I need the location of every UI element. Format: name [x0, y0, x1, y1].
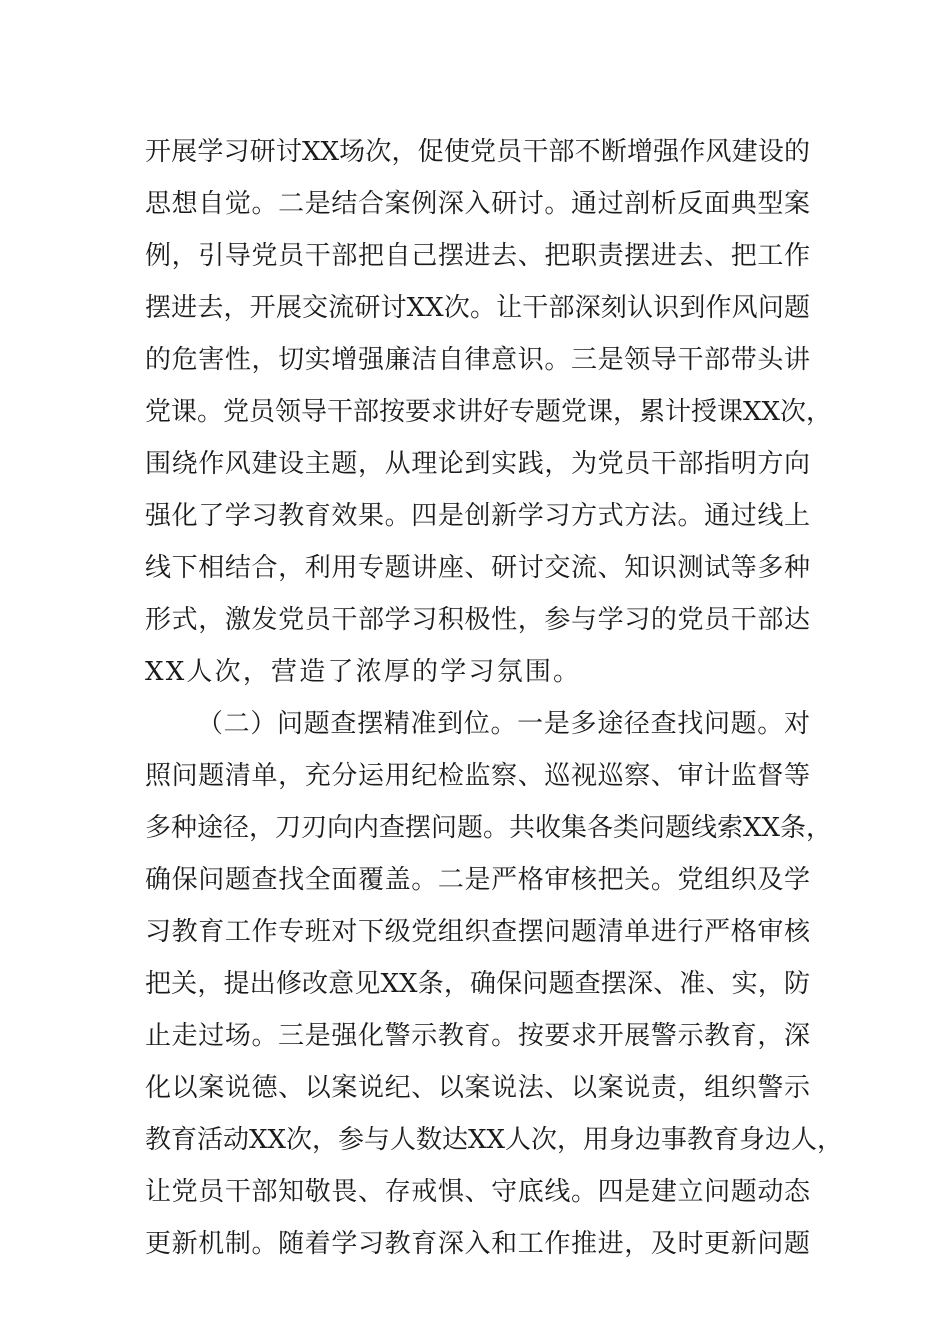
text-line: 让党员干部知敬畏、存戒惧、守底线。四是建立问题动态 — [145, 1177, 810, 1207]
text-line: 围绕作风建设主题，从理论到实践，为党员干部指明方向 — [145, 449, 810, 479]
text-line: 开展学习研讨XX场次，促使党员干部不断增强作风建设的 — [145, 137, 810, 167]
text-line: 习教育工作专班对下级党组织查摆问题清单进行严格审核 — [145, 917, 810, 947]
text-line: 摆进去，开展交流研讨XX次。让干部深刻认识到作风问题 — [145, 293, 810, 323]
section-heading-line: （二）问题查摆精准到位。一是多途径查找问题。对 — [197, 709, 810, 739]
text-line: 教育活动XX次，参与人数达XX人次，用身边事教育身边人， — [145, 1125, 844, 1155]
text-line: 止走过场。三是强化警示教育。按要求开展警示教育，深 — [145, 1021, 810, 1051]
text-line: XX人次，营造了浓厚的学习氛围。 — [145, 657, 582, 687]
text-line: 线下相结合，利用专题讲座、研讨交流、知识测试等多种 — [145, 553, 810, 583]
text-line: 把关，提出修改意见XX条，确保问题查摆深、准、实，防 — [145, 969, 810, 999]
text-line: 党课。党员领导干部按要求讲好专题党课，累计授课XX次， — [145, 397, 833, 427]
text-line: 多种途径，刀刃向内查摆问题。共收集各类问题线索XX条， — [145, 813, 833, 843]
text-line: 更新机制。随着学习教育深入和工作推进，及时更新问题 — [145, 1229, 810, 1259]
text-line: 形式，激发党员干部学习积极性，参与学习的党员干部达 — [145, 605, 810, 635]
text-line: 的危害性，切实增强廉洁自律意识。三是领导干部带头讲 — [145, 345, 810, 375]
text-line: 思想自觉。二是结合案例深入研讨。通过剖析反面典型案 — [145, 189, 810, 219]
text-line: 例，引导党员干部把自己摆进去、把职责摆进去、把工作 — [145, 241, 810, 271]
text-line: 照问题清单，充分运用纪检监察、巡视巡察、审计监督等 — [145, 761, 810, 791]
text-line: 化以案说德、以案说纪、以案说法、以案说责，组织警示 — [145, 1073, 810, 1103]
text-line: 强化了学习教育效果。四是创新学习方式方法。通过线上 — [145, 501, 810, 531]
text-line: 确保问题查找全面覆盖。二是严格审核把关。党组织及学 — [145, 865, 810, 895]
